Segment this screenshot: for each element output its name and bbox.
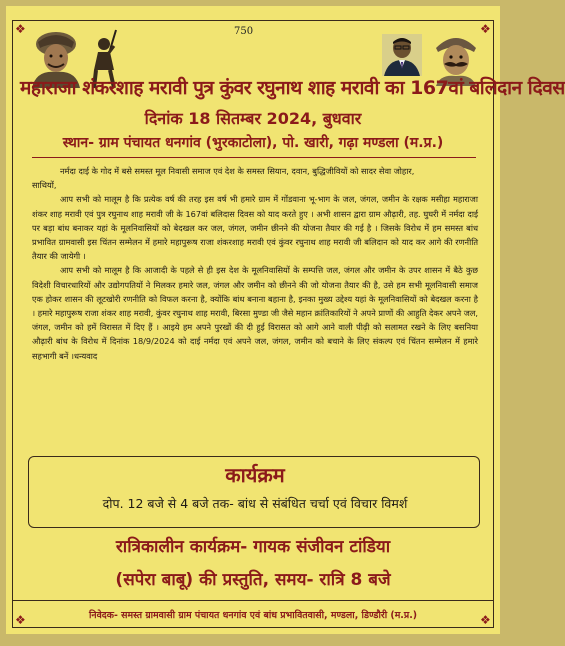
- corner-ornament-top-left: ❖: [15, 22, 26, 36]
- event-venue: स्थान- ग्राम पंचायत धनगांव (भुरकाटोला), पो. खारी, गढ़ा मण्डला (म.प्र.): [62, 135, 444, 151]
- pamphlet-page: [6, 6, 565, 634]
- night-programme-time: (सपेरा बाबू) की प्रस्तुति, समय- रात्रि 8 बजे: [115, 570, 391, 590]
- portrait-leader-image: [382, 34, 422, 76]
- body-paragraph: आप सभी को मालूम है कि आजादी के पहले से ही इस देश के मूलनिवासियों के सम्पत्ति जल, जंगल और जमीन के उपर शासन में बैठे कुछ विदेशी विचारधारियों और उद्योगपतियों ने मिलकर हमारे जल, जंगल और जमीन को छीनने की जो योजना तैयार की है, उसे हम सभी मूलनिवासी समाज एक होकर शासन की लूटखोरी रणनीति को विफल करना है, क्योंकि बांध बनाना बहाना है, इनका मुख्य उद्देश्य यहां के मूलनिवासियों को बेदखल करना है । हमारे महापुरूष राजा शंकर शाह मरावी, कुंवर रघुनाथ शाह मरावी, बिरसा मुण्डा जी जैसे महान क्रांतिकारियों ने अपने प्राणों की आहुति देकर अपने जल, जंगल, जमीन को हमें विरासत में दिए हैं । आइये हम अपने पुरखों की दी हुई विरासत को आगे आने वाली पीढ़ी को सलामत रखने के लिए बसनिया औढ़ारी बांध के विरोध में दिनांक 18/9/2024 को दाई नर्मदा एवं अपने जल, जंगल, जमीन को बचाने के लिए संकल्प एवं चिंतन सम्मेलन में हमारे सहभागी बनें ।धन्यवाद: [32, 265, 478, 361]
- salutation-paragraph: नर्मदा दाई के गोद में बसे समस्त मूल निवासी समाज एवं देश के समस्त सियान, दवान, बुद्धिजीवियों को सादर सेवा जोहार,: [60, 166, 415, 176]
- programme-description: दोप. 12 बजे से 4 बजे तक- बांध से संबंधित चर्चा एवं विचार विमर्श: [102, 496, 408, 511]
- page-title: महाराजा शंकरशाह मरावी पुत्र कुंवर रघुनाथ शाह मरावी का 167वां बलिदान दिवस: [20, 77, 565, 99]
- night-programme-line: रात्रिकालीन कार्यक्रम- गायक संजीवन टांडिया: [115, 537, 391, 557]
- corner-ornament-bottom-left: ❖: [15, 613, 26, 627]
- programme-title: कार्यक्रम: [225, 463, 285, 487]
- greeting-text: साथियों,: [32, 180, 57, 191]
- venue-underline: [32, 157, 476, 158]
- corner-ornament-top-right: ❖: [480, 22, 491, 36]
- sheet-number: 750: [234, 26, 254, 37]
- event-date: दिनांक 18 सितम्बर 2024, बुधवार: [144, 109, 362, 128]
- corner-ornament-bottom-right: ❖: [480, 613, 491, 627]
- programme-box: [28, 456, 480, 528]
- body-paragraph: आप सभी को मालूम है कि प्रत्येक वर्ष की तरह इस वर्ष भी हमारे ग्राम में गोंडवाना भू-भाग के जल, जंगल, जमीन के रक्षक मसीहा महाराजा शंकर शाह मरावी एवं पुत्र रघुनाथ शाह मरावी जी के 167वां बलिदास दिवस को याद करते हुए । अभी शासन द्वारा ग्राम औढ़ारी, तह. घुघरी में नर्मदा दाई पर बड़ा बांध बनाकर यहां के मूलनिवासियों को बेदखल कर जल, जंगल, जमीन छीनने की योजना तैयार की गई है । जिसके विरोध में हम समस्त बांध प्रभावित ग्रामवासी इस चिंतन सम्मेलन में हमारे महापुरूष राजा शंकरशाह मरावी एवं कुंवर रघुनाथ शाह मरावी जी बलिदान को याद कर आगे की रणनीति तैयार की जायेगी ।: [32, 194, 478, 262]
- footer: [12, 600, 494, 628]
- letter-body: [32, 164, 478, 363]
- requester-line: निवेदक- समस्त ग्रामवासी ग्राम पंचायत धनगांव एवं बांध प्रभावितवासी, मण्डला, डिण्डौरी (म.प्र.): [88, 610, 418, 621]
